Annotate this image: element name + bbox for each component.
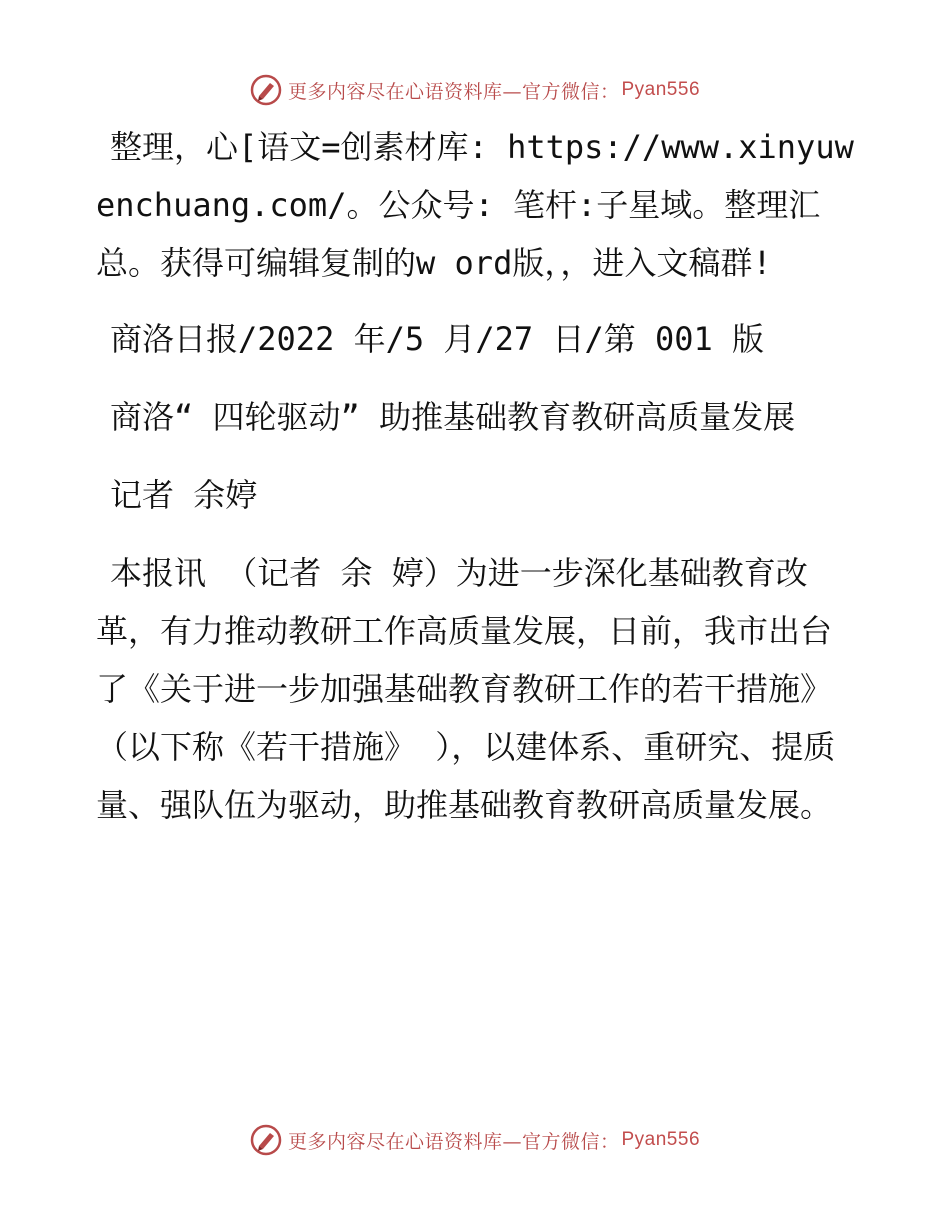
pen-logo-icon (250, 1124, 282, 1156)
watermark-handle: Pyan556 (621, 1129, 701, 1150)
header-watermark (0, 70, 950, 110)
publication-line: 商洛日报/2022 年/5 月/27 日/第 001 版 (110, 320, 765, 358)
source-note: 整理，心[语文=创素材库: https://www.xinyuwenchuang.com/。公众号: 笔杆:子星域。整理汇总。获得可编辑复制的w ord版，，进入文稿群! (96, 128, 854, 282)
byline: 记者 余婷 (110, 476, 258, 514)
pen-logo-icon (250, 74, 282, 106)
watermark-text: 更多内容尽在心语资料库—官方微信： (287, 1130, 620, 1153)
watermark-handle: Pyan556 (621, 79, 701, 100)
article-paragraph: 本报讯 （记者 余 婷）为进一步深化基础教育改革，有力推动教研工作高质量发展，日前，我市出台了《关于进一步加强基础教育教研工作的若干措施》（以下称《若干措施》 ），以建体系、重研究、提质量、强队伍为驱动，助推基础教育教研高质量发展。 (96, 554, 836, 824)
article-title: 商洛“ 四轮驱动” 助推基础教育教研高质量发展 (110, 398, 796, 436)
watermark-text: 更多内容尽在心语资料库—官方微信： (287, 80, 620, 103)
document-body (96, 118, 856, 854)
footer-watermark (0, 1120, 950, 1160)
